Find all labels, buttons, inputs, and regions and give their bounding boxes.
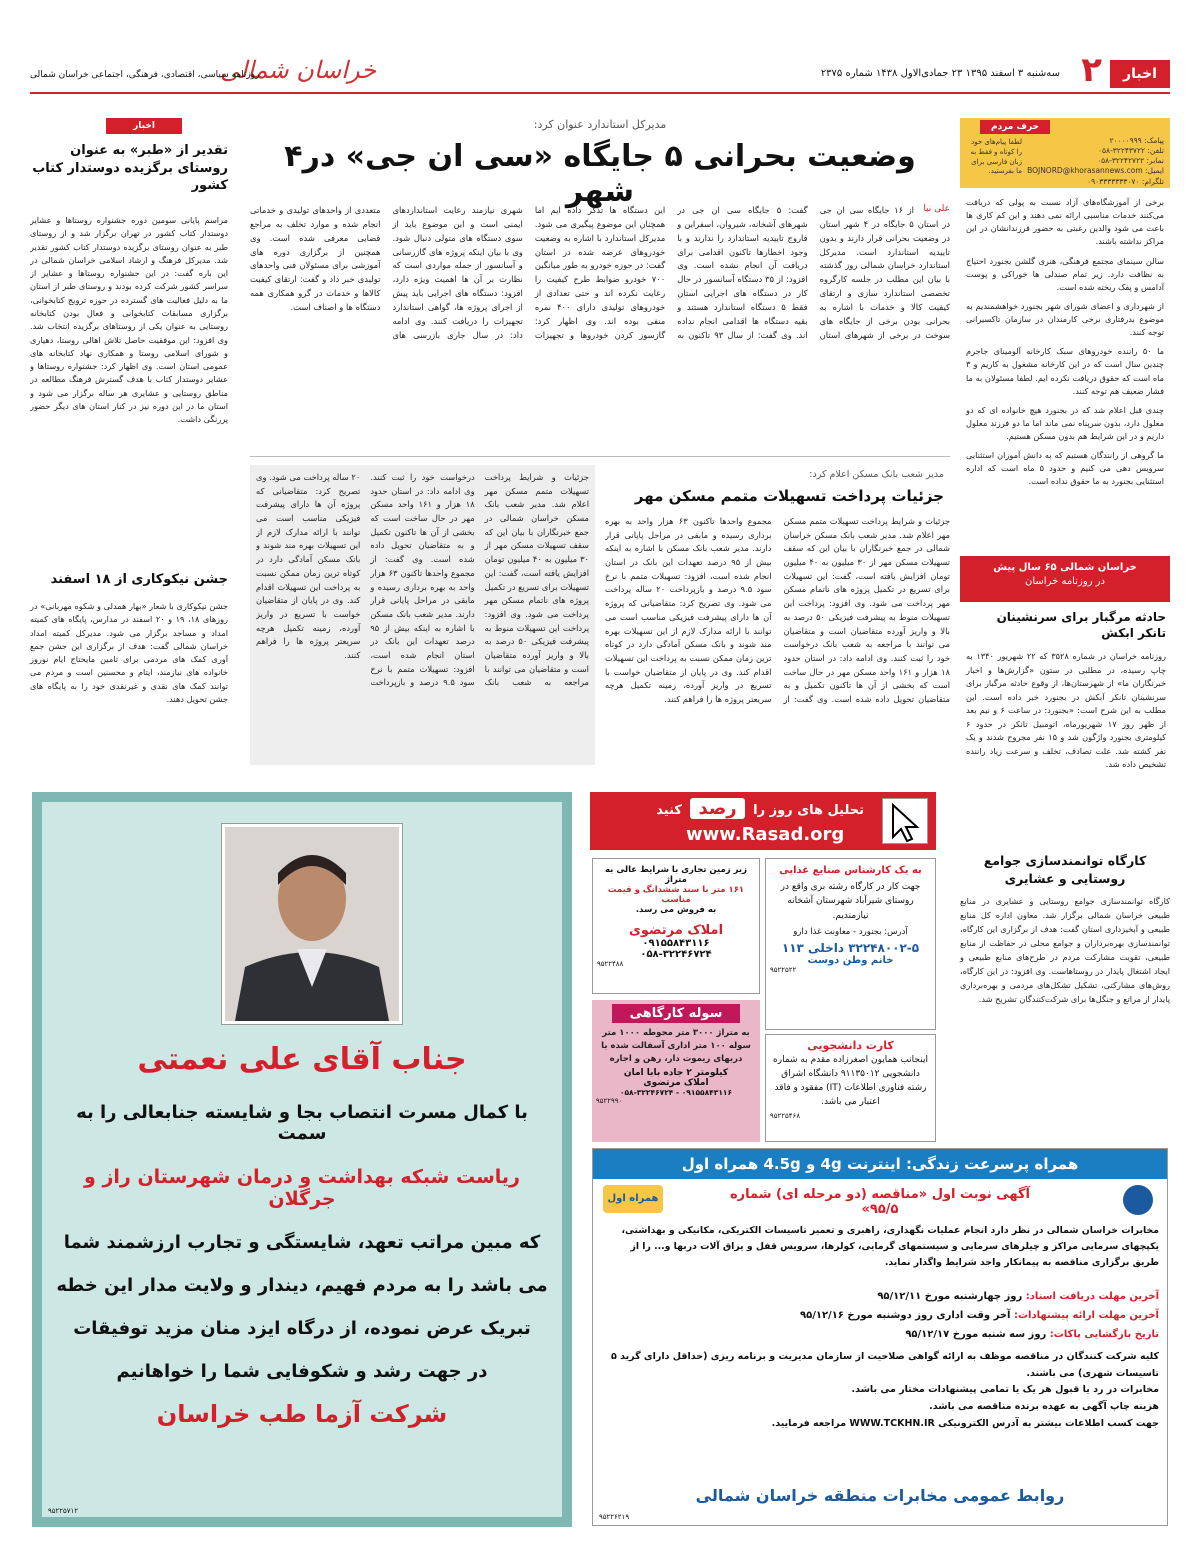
left-body-2: جشن نیکوکاری با شعار «بهار همدلی و شکوه مهربانی» در روزهای ۱۸، ۱۹ و ۲۰ اسفند در مدارس، پایگاه های کمیته امداد و مساجد برگزار می شود. مدیرکل کمیته امداد خراسان شمالی گفت: هدف از برگزاری این جشن جمع آوری کمک های مردمی برای تامین مایحتاج ایام نوروز خانواده های نیازمند، ایتام و محسنین است و مردم می توانند کمک های نقدی و غیرنقدی خود را به پایگاه های جشن تحویل دهند. (30, 601, 229, 704)
story-kicker: مدیرکل استاندارد عنوان کرد: (533, 118, 667, 131)
food-addr: آدرس: بجنورد - معاونت غذا دارو (793, 927, 908, 938)
tender-ad (592, 1148, 1168, 1526)
tender-notes: کلیه شرکت کنندگان در مناقصه موظف به ارائه گواهی صلاحیت از سازمان مدیریت و برنامه ریزی (حداقل دارای گرید ۵ تاسیسات شهری) می باشند. مخابرات در رد یا قبول هر یک یا تمامی پیشنهادات مختار می باشد. هزینه چاپ آگهی به عهده برنده مناقصه می باشد. جهت کسب اطلاعات بیشتر به آدرس الکترونیکی WWW.TCKHN.IR مراجعه فرمایید. (611, 1351, 1159, 1429)
list-item: چندی قبل اعلام شد که در بجنورد هیچ خانواده ای که دو معلول دارد، بدون سرپناه نمی ماند اما ما دو فرزند معلول داریم و در این شرایط هم بدون مسکن هستیم. (966, 404, 1164, 441)
page-number: ۲ (1081, 50, 1102, 90)
list-item: ما ۵۰ راننده خودروهای سبک کارخانه آلومینای جاجرم چندین سال است که در این کارخانه مشغول به کاریم و ۳ ماه است که حقوق دریافت نکرده ایم. لطفا مسئولان به ما فشار ضعیف هم توجه کنند. (966, 346, 1164, 396)
people-box-header (960, 118, 1170, 188)
photo (222, 824, 402, 1024)
shed-code: ۹۵۲۲۹۹۰ (596, 1097, 623, 1106)
food-body: جهت کار در کارگاه رشته بری واقع در روستای شیرآباد شهرستان آشخانه نیازمندیم. (780, 882, 921, 921)
shed-body: به متراژ ۳۰۰۰ متر محوطه ۱۰۰۰ متر سوله ۱۰۰ متر اداری آسفالت شده با دربهای ریموت دار، رهن و اجاره (601, 1028, 751, 1064)
tender-banner: همراه پرسرعت زندگی: اینترنت 4g و 4.5g همراه اول (593, 1149, 1167, 1179)
food-phone: ۳۲۲۴۸۰۰۲-۵ داخلی ۱۱۳ (781, 941, 920, 956)
date-line: سه‌شنبه ۳ اسفند ۱۳۹۵ ۲۳ جمادی‌الاول ۱۴۳۸ شماره ۲۳۷۵ (820, 68, 1060, 79)
history-subtitle: در روزنامه خراسان (1025, 576, 1105, 587)
shed-location: کیلومتر ۲ جاده بابا امان (623, 1068, 729, 1079)
second-story (250, 456, 950, 772)
list-item: از شهرداری و اعضای شورای شهر بجنورد خواهشمندیم به موضوع بدرفتاری برخی کارمندان در سازمان تاکسیرانی توجه کنند. (966, 300, 1164, 338)
shed-agency: املاک مرتضوی (643, 1078, 709, 1089)
history-banner (960, 556, 1170, 602)
left-tag: اخبار (106, 118, 182, 134)
card-body: اینجانب همایون اصغرزاده مقدم به شماره دانشجویی ۹۱۱۳۵۰۱۲ دانشگاه اشراق رشته فناوری اطلاعات (IT) مفقود و فاقد اعتبار می باشد. (773, 1055, 928, 1107)
person-photo-icon (225, 827, 399, 1021)
congrats-code: ۹۵۲۲۵۷۱۲ (48, 1507, 79, 1515)
tagline: روزنامه سیاسی، اقتصادی، فرهنگی، اجتماعی خراسان شمالی (30, 70, 260, 80)
workshop-body: کارگاه توانمندسازی جوامع روستایی و عشایری در منابع طبیعی خراسان شمالی برگزار شد. معاون اداره کل منابع طبیعی و آبخیزداری استان گفت: هدف از برگزاری این کارگاه، توانمندسازی بهره‌برداران و جوامع محلی در حفاظت از منابع طبیعی، تقویت مشارکت مردم در طرح‌های منابع طبیعی و ایجاد اشتغال پایدار در روستاهاست. وی افزود: در این کارگاه، روش‌های مشارکتی، تشکیل تشکل‌های مردمی و بهره‌برداری پایدار از مراتع و جنگل‌ها برای شرکت‌کنندگان تشریح شد. (960, 896, 1170, 1004)
rasad-line: تحلیل های روز را رصد کنید (656, 798, 864, 819)
people-box-note: لطفا پیام‌های خود را کوتاه و فقط به زبان فارسی برای ما بفرستید. (970, 138, 1022, 176)
second-kicker: مدیر شعب بانک مسکن اعلام کرد: (809, 469, 944, 480)
food-code: ۹۵۲۲۵۲۲ (770, 966, 797, 975)
rasad-url[interactable]: www.Rasad.org (686, 824, 845, 845)
land-phone1: ۰۹۱۵۵۸۴۳۱۱۶ (642, 938, 710, 949)
main-story (250, 118, 950, 448)
shed-title: سوله کارگاهی (612, 1004, 740, 1023)
land-line2: ۱۶۱ متر با سند ششدانگ و قیمت مناسب (607, 885, 745, 905)
land-phone2: ۰۵۸-۳۲۲۴۶۷۲۴ (640, 949, 712, 960)
people-box-title: حرف مردم (980, 120, 1050, 134)
list-item: ما گروهی از رانندگان هستیم که به دانش آموزان استثنایی سرویس دهی می کنیم و حدود ۵ ماه است که اداره استثنایی بجنورد به ما حقوق نداده است. (966, 450, 1164, 487)
land-agency: املاک مرتضوی (628, 923, 724, 938)
left-body-1: مراسم پایانی سومین دوره جشنواره روستاها و عشایر دوستدار کتاب کشور در تهران برگزار شد و از روستای طبر به عنوان روستای برگزیده دوستدار کتاب کشور تقدیر شد. مدیرکل فرهنگ و ارشاد اسلامی خراسان شمالی در این باره گفت: در این جشنواره روستاها و عشایر از سراسر کشور شرکت کرده بودند و روستای طبر از استان ما به دلیل فعالیت های گسترده در حوزه ترویج کتابخوانی، برگزاری مسابقات کتابخوانی و فعال بودن کتابخانه روستایی به عنوان یکی از روستاهای برگزیده انتخاب شد. وی افزود: این موفقیت حاصل تلاش اهالی روستا، دهیاری و شورای اسلامی روستا و همکاری نهاد کتابخانه های عمومی استان است. وی اظهار کرد: جشنواره روستاها و عشایر دوستدار کتاب با هدف گسترش فرهنگ مطالعه در مناطق روستایی و عشایری هر ساله برگزار می شود و استان ما در این دوره نیز در کنار استان های دیگر حضور پررنگی داشت. (30, 215, 228, 425)
workshop-box (960, 852, 1170, 1152)
workshop-title: کارگاه توانمندسازی جوامع روستایی و عشایری (983, 853, 1147, 886)
food-title: به یک کارشناس صنایع غذایی (779, 865, 922, 876)
tender-body: مخابرات خراسان شمالی در نظر دارد انجام عملیات نگهداری، راهبری و تعمیر تاسیسات الکتریکی، مکانیکی و بهداشتی، یکپچهای سرمایی مراکز و چیلرهای سرمایی و سیستمهای گرمایی، کولرها، سرویس قفل و یراق آلات دربها و... را از طریق برگزاری مناقصه به پیمانکار واجد شرایط واگذار نماید. (621, 1225, 1159, 1268)
congrats-name: جناب آقای علی نعمتی (137, 1042, 467, 1077)
tender-signature: روابط عمومی مخابرات منطقه خراسان شمالی (695, 1486, 1065, 1505)
second-body: جزئیات و شرایط پرداخت تسهیلات متمم مسکن مهر اعلام شد. مدیر شعب بانک مسکن خراسان شمالی در جمع خبرنگاران با بیان این که سقف تسهیلات مسکن مهر از ۳۰ میلیون به ۴۰ میلیون تومان افزایش یافته است، گفت: این تسهیلات برای تسریع در تکمیل پروژه های ناتمام مسکن مهر پرداخت می شود. وی افزود: پرداخت این تسهیلات منوط به پیشرفت فیزیکی ۵۰ درصد به بالا و واریز آورده متقاضیان است و متقاضیان می توانند با مراجعه به شعب بانک درخواست خود را ثبت کنند. وی ادامه داد: در استان حدود ۱۸ هزار و ۱۶۱ واحد مسکن مهر در حال ساخت است که بخشی از آن ها تاکنون تکمیل و به متقاضیان تحویل داده شده است. وی گفت: از مجموع واحدها تاکنون ۶۳ هزار واحد به بهره برداری رسیده و مابقی در مراحل پایانی قرار دارند. مدیر شعب بانک مسکن با اشاره به اینکه بیش از ۹۵ درصد تعهدات این بانک در استان انجام شده است، افزود: تسهیلات متمم با نرخ سود ۹.۵ درصد و بازپرداخت ۲۰ ساله پرداخت می شود. وی تصریح کرد: متقاضیانی که پروژه آن ها دارای پیشرفت فیزیکی مناسب است می توانند با ارائه مدارک لازم از این تسهیلات بهره مند شوند و بانک مسکن آمادگی دارد در کوتاه ترین زمان ممکن نسبت به پرداخت این تسهیلات اقدام کند. وی در پایان از متقاضیان خواست با تسریع در واریز آورده، زمینه تکمیل هرچه سریعتر پروژه ها را فراهم کنند. (605, 516, 950, 704)
history-body: روزنامه خراسان در شماره ۳۵۲۸ که ۲۲ شهریور ۱۳۴۰ به چاپ رسیده، در مطلبی در ستون «گزارش‌ها و اخبار خبرنگاران ما» از شهرستان‌ها، از وقوع حادثه مرگبار برای سرنشینان تانکر آبکش در بجنورد خبر داده است. این مطلب به این شرح است: «بجنورد: در ساعت ۶ و نیم بعد از ظهر روز ۱۷ شهریورماه، اتومبیل تانکر در حدود ۶ کیلومتری بجنورد واژگون شد و ۱۵ نفر مجروح شدند و یک نفر کشته شد. علت تصادف، تخلف و سرعت زیاد راننده تشخیص داده شد. (966, 651, 1166, 770)
story-body: از ۱۶ جایگاه سی ان جی در استان ۵ جایگاه در ۴ شهر استان در وضعیت بحرانی قرار دارند و بدون تاییدیه استاندارد است. مدیرکل استاندارد خراسان شمالی روز گذشته با بیان این مطلب در جلسه کارگروه تخصصی استاندارد سازی و ارتقای کیفیت کالا و خدمات با اشاره به بحرانی بودن برخی از جایگاه های سوخت در برخی از شهرهای استان گفت: ۵ جایگاه سی ان جی در شهرهای آشخانه، شیروان، اسفراین و فاروج تاییدیه استاندارد را ندارند و با وجود اخطارها تاکنون اقدامی برای دریافت آن انجام نشده است. وی افزود: از ۳۵ دستگاه آسانسور در حال کار در دستگاه های اجرایی استان فقط ۵ دستگاه استاندارد هستند و بقیه دستگاه ها اقدامی انجام نداده اند. وی گفت: از سال ۹۳ تاکنون به این دستگاه ها تذکر داده ایم اما همچنان این موضوع پیگیری می شود. مدیرکل استاندارد با اشاره به وضعیت خودروهای عرضه شده در استان گفت: در حوزه خودرو به طور میانگین ۷۰۰ خودرو ضوابط طرح کیفیت را رعایت نکرده اند و حتی تعدادی از خودروهای تولیدی دارای ۴۰۰ نمره منفی بوده اند. وی اظهار کرد: گازسوز کردن خودروها و تجهیزات شهری نیازمند رعایت استانداردهای ایمنی است و این موضوع باید از سوی دستگاه های متولی دنبال شود. وی با بیان اینکه پروژه های گازرسانی و آسانسور از جمله مواردی است که نظارت بر آن ها اهمیت ویژه دارد، افزود: دستگاه های اجرایی باید پیش از اجرای پروژه ها، گواهی استاندارد تجهیزات را دریافت کنند. وی ادامه داد: در سال جاری بازرسی های متعددی از واحدهای تولیدی و خدماتی انجام شده و موارد تخلف به مراجع قضایی معرفی شده است. وی همچنین از برگزاری دوره های آموزشی برای مسئولان فنی واحدهای تولیدی خبر داد و گفت: ارتقای کیفیت کالاها و خدمات در گرو همکاری همه دستگاه ها و اصناف است. (250, 205, 950, 340)
history-box (960, 556, 1170, 846)
shed-ad (592, 1000, 760, 1142)
tender-code: ۹۵۲۲۶۲۱۹ (599, 1513, 630, 1521)
story-byline: علی نیا (923, 204, 950, 214)
shed-phone: ۰۹۱۵۵۸۴۳۱۱۶ - ۰۵۸-۳۲۲۴۶۷۲۴ (619, 1088, 733, 1098)
food-ad (765, 858, 936, 1030)
people-box (960, 118, 1170, 548)
land-code: ۹۵۲۲۴۸۸ (597, 960, 624, 968)
congrats-signature: شرکت آزما طب خراسان (156, 1400, 448, 1428)
rasad-ad[interactable] (590, 792, 936, 850)
land-line3: به فروش می رسد. (635, 905, 717, 915)
left-headline-1: تقدیر از «طبر» به عنوان روستای برگزیده دوستدار کتاب کشور (32, 143, 228, 194)
second-story-left-text: جزئیات و شرایط پرداخت تسهیلات متمم مسکن مهر اعلام شد. مدیر شعب بانک مسکن خراسان شمالی در جمع خبرنگاران با بیان این که سقف تسهیلات مسکن مهر از ۳۰ میلیون به ۴۰ میلیون تومان افزایش یافته است، گفت: این تسهیلات برای تسریع در تکمیل پروژه های ناتمام مسکن مهر پرداخت می شود. وی افزود: پرداخت این تسهیلات منوط به پیشرفت فیزیکی ۵۰ درصد به بالا و واریز آورده متقاضیان است و متقاضیان می توانند با مراجعه به شعب بانک درخواست خود را ثبت کنند. وی ادامه داد: در استان حدود ۱۸ هزار و ۱۶۱ واحد مسکن مهر در حال ساخت است که بخشی از آن ها تاکنون تکمیل و به متقاضیان تحویل داده شده است. وی گفت: از مجموع واحدها تاکنون ۶۳ هزار واحد به بهره برداری رسیده و مابقی در مراحل پایانی قرار دارند. مدیر شعب بانک مسکن با اشاره به اینکه بیش از ۹۵ درصد تعهدات این بانک در استان انجام شده است، افزود: تسهیلات متمم با نرخ سود ۹.۵ درصد و بازپرداخت ۲۰ ساله پرداخت می شود. وی تصریح کرد: متقاضیانی که پروژه آن ها دارای پیشرفت فیزیکی مناسب است می توانند با ارائه مدارک لازم از این تسهیلات بهره مند شوند و بانک مسکن آمادگی دارد در کوتاه ترین زمان ممکن نسبت به پرداخت این تسهیلات اقدام کند. وی در پایان از متقاضیان خواست با تسریع در واریز آورده، زمینه تکمیل هرچه سریعتر پروژه ها را فراهم کنند. (256, 472, 589, 688)
cursor-icon (882, 798, 928, 844)
section-tag: اخبار (1110, 60, 1170, 88)
tender-dates: آخرین مهلت دریافت اسناد: روز چهارشنبه مورخ ۹۵/۱۲/۱۱ آخرین مهلت ارائه پیشنهادات: آخر وقت اداری روز دوشنبه مورخ ۹۵/۱۲/۱۶ تاریخ بازگشایی پاکات: روز سه شنبه مورخ ۹۵/۱۲/۱۷ (799, 1291, 1159, 1340)
history-headline: حادثه مرگبار برای سرنشینان تانکر ابکش (996, 610, 1166, 640)
story-headline: وضعیت بحرانی ۵ جایگاه «سی ان جی» در۴ شهر (284, 139, 916, 209)
card-title: کارت دانشجویی (807, 1039, 894, 1052)
left-headline-2: جشن نیکوکاری از ۱۸ اسفند (50, 572, 228, 587)
list-item: برخی از آموزشگاه‌های آزاد نسبت به پولی که دریافت می‌کنند خدمات مناسبی ارائه نمی دهند و این کم کاری ها باعث می شود والدین رغبتی به حضور فرزندانشان در این مراکز نداشته باشند. (966, 197, 1164, 247)
congrats-lines: با کمال مسرت انتصاب بجا و شایسته جنابعالی را به سمت ریاست شبکه بهداشت و درمان شهرستان راز و جرگلان که مبین مراتب تعهد، شایستگی و تجارب ارزشمند شما می باشد را به مردم فهیم، دیندار و ولایت مدار این خطه تبریک عرض نموده، از درگاه ایزد منان مزید توفیقات در جهت رشد و شکوفایی شما را خواهانیم شرکت آزما طب خراسان (52, 1102, 552, 1428)
history-title: خراسان شمالی ۶۵ سال پیش (993, 562, 1137, 573)
people-box-items (966, 196, 1164, 489)
tender-title: آگهی نوبت اول «مناقصه (دو مرحله ای) شماره ۹۵/۵» (729, 1187, 1030, 1217)
tci-logo (1123, 1185, 1153, 1215)
food-person: خانم وطن دوست (807, 955, 894, 967)
congrats-ad (32, 792, 572, 1527)
land-line1: زیر زمین تجاری با شرایط عالی به متراژ (605, 865, 747, 885)
people-box-contacts: پیامک: ۲۰۰۰۰۹۹۹ تلفن: ۳۲۲۴۳۷۲۲-۰۵۸ نمابر: ۳۲۲۴۲۷۲۲-۰۵۸ ایمیل: BOJNORD@khorasannews.com تلگرام: ۰۹۰۳۳۳۳۳۳۳۰۷۰ (1027, 136, 1164, 186)
card-ad (765, 1034, 936, 1142)
left-news (30, 118, 228, 758)
list-item: سالن سینمای مجتمع فرهنگی، هنری گلشن بجنورد احتیاج به نظافت دارد. زیر تمام صندلی ها خوراکی و پوست آدامس و پفک ریخته شده است. (966, 255, 1164, 292)
page-header (30, 50, 1170, 94)
land-ad (592, 858, 760, 994)
card-code: ۹۵۲۲۵۴۶۸ (770, 1111, 801, 1120)
operator-logo: همراه اول (603, 1185, 663, 1213)
newspaper-logo: خراسان شمالی (220, 56, 377, 84)
second-headline: جزئیات پرداخت تسهیلات متمم مسکن مهر (634, 487, 944, 505)
